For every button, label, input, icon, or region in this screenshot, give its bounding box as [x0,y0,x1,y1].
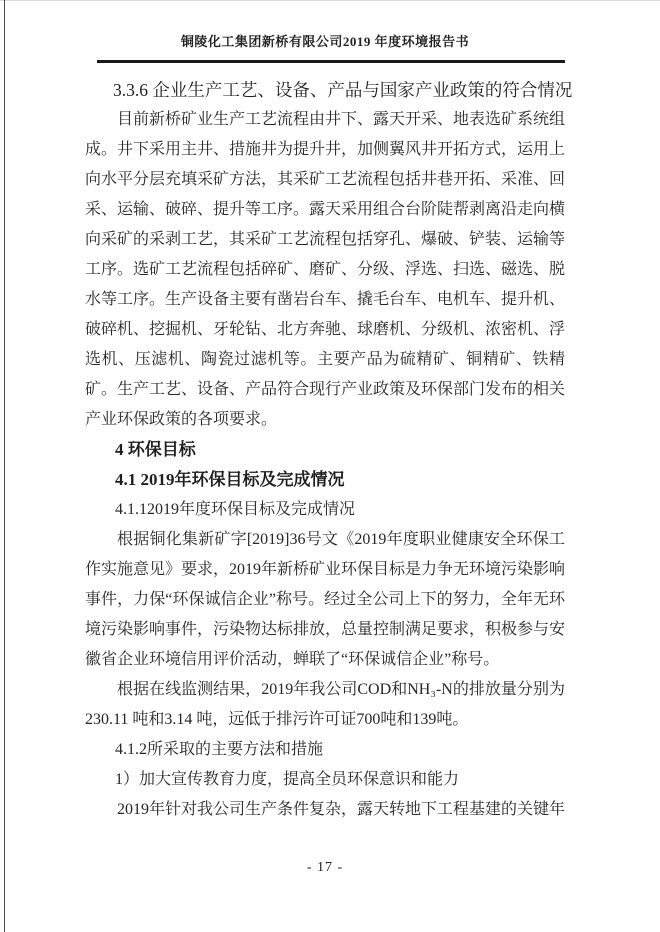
subsection-heading-4-1-1: 4.1.12019年度环保目标及完成情况 [115,501,356,518]
paragraph-2019-targets: 根据铜化集新矿字[2019]36号文《2019年度职业健康安全环保工作实施意见》要求，2019年新桥矿业环保目标是力争无环境污染影响事件，力保“环保诚信企业”称号。经过全公司上下的努力，全年无环境污染影响事件，污染物达标排放，总量控制满足要求，积极参与安徽省企业环境信用评价活动，蝉联了“环保诚信企业”称号。 [85,531,566,668]
list-item-1: 1）加大宣传教育力度，提高全员环保意识和能力 [115,771,460,788]
section-heading-4-1: 4.1 2019年环保目标及完成情况 [115,470,345,489]
chapter-heading-4: 4 环保目标 [115,440,196,459]
scan-left-edge-line [4,0,5,932]
scan-top-edge-line [0,0,660,1]
subsection-heading-4-1-2: 4.1.2所采取的主要方法和措施 [115,741,324,758]
section-heading-3-3-6: 3.3.6 企业生产工艺、设备、产品与国家产业政策的符合情况 [113,80,573,100]
page-number: - 17 - [306,860,344,875]
paragraph-production-process: 目前新桥矿业生产工艺流程由井下、露天开采、地表选矿系统组成。井下采用主井、措施井为提升井，加侧翼风井开拓方式，运用上向水平分层充填采矿方法，其采矿工艺流程包括井巷开拓、采准、回采、运输、破碎、提升等工序。露天采用组合台阶陡帮剥离沿走向横向采矿的采剥工艺，其采矿工艺流程包括穿孔、爆破、铲装、运输等工序。选矿工艺流程包括碎矿、磨矿、分级、浮选、扫选、磁选、脱水等工序。生产设备主要有凿岩台车、撬毛台车、电机车、提升机、破碎机、挖掘机、牙轮钻、北方奔驰、球磨机、分级机、浓密机、浮选机、压滤机、陶瓷过滤机等。主要产品为硫精矿、铜精矿、铁精矿。生产工艺、设备、产品符合现行产业政策及环保部门发布的相关产业环保政策的各项要求。 [85,111,566,428]
document-content [85,75,573,825]
paragraph-emission-monitoring: 根据在线监测结果，2019年我公司COD和NH₃-N的排放量分别为230.11 吨和3.14 吨，远低于排污许可证700吨和139吨。 [85,681,565,728]
page-header [85,0,565,63]
header-title: 铜陵化工集团新桥有限公司2019 年度环境报告书 [180,34,470,49]
header-rule [97,60,565,63]
page-footer [85,856,565,880]
paragraph-2019-key-year: 2019年针对我公司生产条件复杂，露天转地下工程基建的关键年 [117,801,566,818]
